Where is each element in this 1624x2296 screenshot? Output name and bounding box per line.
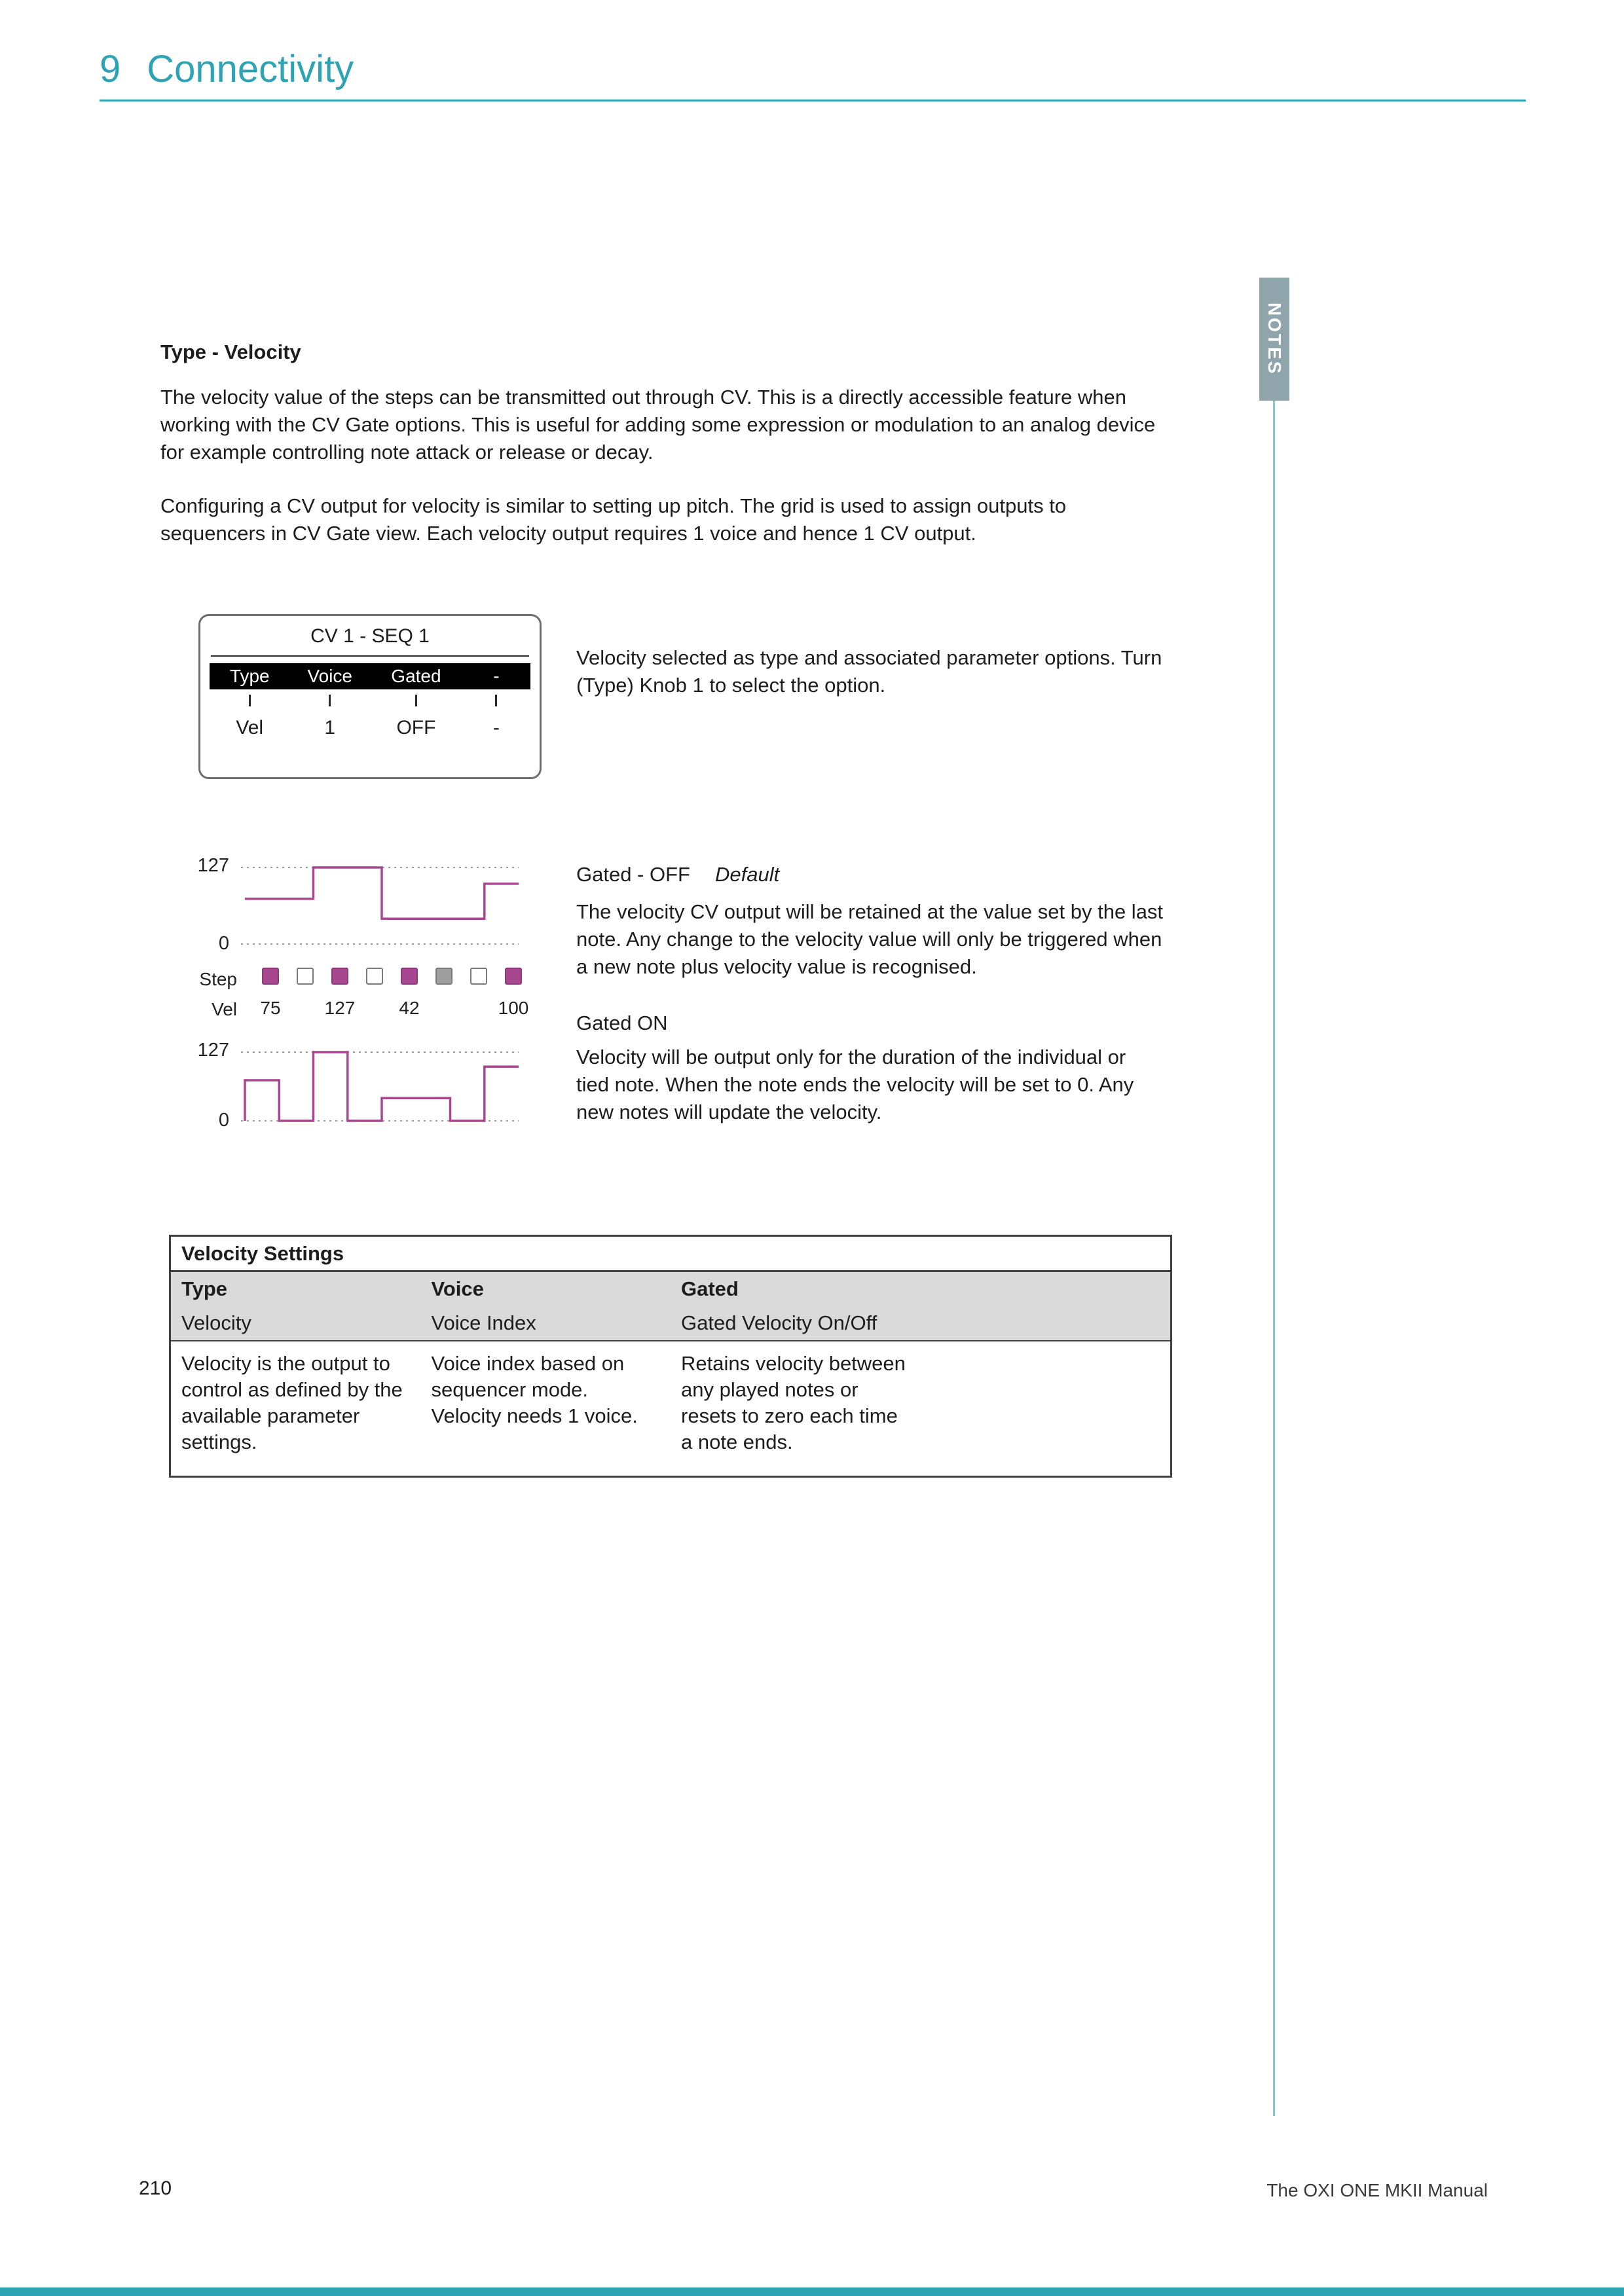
cv-param-header: Gated xyxy=(391,666,441,686)
gated-on-heading: Gated ON xyxy=(576,1011,668,1034)
table-cell: Retains velocity between any played notes or resets to zero each time a note ends. xyxy=(681,1352,906,1453)
section-paragraph-2: Configuring a CV output for velocity is similar to setting up pitch. The grid is used to assign outputs to sequencers in CV Gate view. Each velocity output requires 1 voice and hence 1 CV output. xyxy=(160,494,1067,545)
vel-value: 75 xyxy=(260,998,281,1018)
knob-tick-mark xyxy=(329,695,331,706)
off-wave-ymax-label: 127 xyxy=(197,855,229,876)
step-rest-square xyxy=(470,968,487,985)
vel-value: 42 xyxy=(399,998,420,1018)
table-header-row xyxy=(171,1272,1170,1306)
cv-param-header: - xyxy=(493,666,500,686)
cv-knob-tick xyxy=(210,695,290,706)
cv-display-title: CV 1 - SEQ 1 xyxy=(310,625,430,647)
cv-param-header: Type xyxy=(229,666,270,686)
table-column-subheader xyxy=(921,1318,1171,1328)
step-row-label: Step xyxy=(199,969,237,989)
cv-param-value-row xyxy=(210,717,530,739)
step-rest-square xyxy=(297,968,314,985)
gated-off-title-text: Gated - OFF xyxy=(576,863,690,886)
table-title: Velocity Settings xyxy=(171,1237,1170,1272)
step-rest-square xyxy=(366,968,383,985)
on-wave-ymax-label: 127 xyxy=(197,1040,229,1061)
notes-tab-label: NOTES xyxy=(1264,302,1285,376)
vel-value: 127 xyxy=(324,998,356,1018)
cv-display-caption: Velocity selected as type and associated parameter options. Turn (Type) Knob 1 to select the option. xyxy=(576,646,1162,697)
table-column-subheader: Gated Velocity On/Off xyxy=(681,1311,877,1334)
cv-param-header-row xyxy=(210,663,530,689)
table-column-header: Voice xyxy=(431,1277,484,1300)
cv-knob-tick xyxy=(290,695,371,706)
velocity-cv-wave xyxy=(245,1052,519,1121)
cv-knob-tick xyxy=(370,695,462,706)
on-wave-ymin-label: 0 xyxy=(218,1110,229,1131)
section-paragraph-1: The velocity value of the steps can be transmitted out through CV. This is a directly accessible feature when working with the CV Gate options. This is useful for adding some expression or modulation to an analog device for example controlling note attack or release or decay. xyxy=(160,386,1156,464)
table-cell: Voice index based on sequencer mode. Velocity needs 1 voice. xyxy=(431,1352,638,1427)
notes-tab[interactable] xyxy=(1259,278,1289,401)
gated-off-heading xyxy=(576,863,779,886)
velocity-cv-wave xyxy=(245,867,519,919)
gated-off-default-label: Default xyxy=(714,863,780,886)
cv-knob-tick xyxy=(462,695,530,706)
table-column-subheader: Voice Index xyxy=(431,1311,536,1334)
cv-knob-tick-row xyxy=(210,693,530,708)
cv-param-value: - xyxy=(492,717,500,738)
table-cell xyxy=(921,1341,1171,1365)
step-squares-row xyxy=(262,968,522,985)
cv-param-header: Voice xyxy=(307,666,352,686)
cv-display-box xyxy=(198,614,542,779)
chapter-rule xyxy=(100,100,1526,101)
chapter-number: 9 xyxy=(100,48,121,90)
gated-off-waveform xyxy=(241,851,521,953)
step-note-square xyxy=(331,968,348,985)
notes-divider-line xyxy=(1273,401,1275,2116)
table-subheader-row xyxy=(171,1306,1170,1341)
vel-row-label: Vel xyxy=(212,999,237,1019)
step-tied-square xyxy=(435,968,452,985)
knob-tick-mark xyxy=(495,695,497,706)
vel-value: 100 xyxy=(498,998,529,1018)
step-note-square xyxy=(505,968,522,985)
off-wave-ymin-label: 0 xyxy=(218,933,229,954)
cv-param-value: OFF xyxy=(396,717,436,738)
gated-on-waveform xyxy=(241,1038,521,1133)
chapter-title: Connectivity xyxy=(147,48,354,90)
table-column-header xyxy=(921,1284,1171,1294)
knob-tick-mark xyxy=(415,695,417,706)
chapter-heading xyxy=(100,47,354,91)
table-body-row xyxy=(171,1341,1170,1476)
table-cell: Velocity is the output to control as defined by the available parameter settings. xyxy=(181,1352,403,1453)
section-heading: Type - Velocity xyxy=(160,340,301,363)
table-column-header: Type xyxy=(181,1277,228,1300)
vel-values-row xyxy=(262,998,544,1020)
table-column-header: Gated xyxy=(681,1277,739,1300)
gated-on-description: Velocity will be output only for the duration of the individual or tied note. When the note ends the velocity will be set to 0. Any new notes will update the velocity. xyxy=(576,1046,1134,1123)
step-note-square xyxy=(401,968,418,985)
knob-tick-mark xyxy=(249,695,251,706)
gated-off-description: The velocity CV output will be retained at the value set by the last note. Any change to the velocity value will only be triggered when a new note plus velocity value is recognised. xyxy=(576,900,1164,978)
step-note-square xyxy=(262,968,279,985)
velocity-settings-table xyxy=(169,1235,1172,1478)
cv-display-rule xyxy=(211,655,529,657)
page-bottom-accent-bar xyxy=(0,2287,1624,2296)
footer-page-number: 210 xyxy=(139,2178,172,2199)
footer-manual-title: The OXI ONE MKII Manual xyxy=(1266,2180,1488,2200)
table-column-subheader: Velocity xyxy=(181,1311,251,1334)
cv-param-value: 1 xyxy=(324,717,336,738)
cv-param-value: Vel xyxy=(236,717,264,738)
